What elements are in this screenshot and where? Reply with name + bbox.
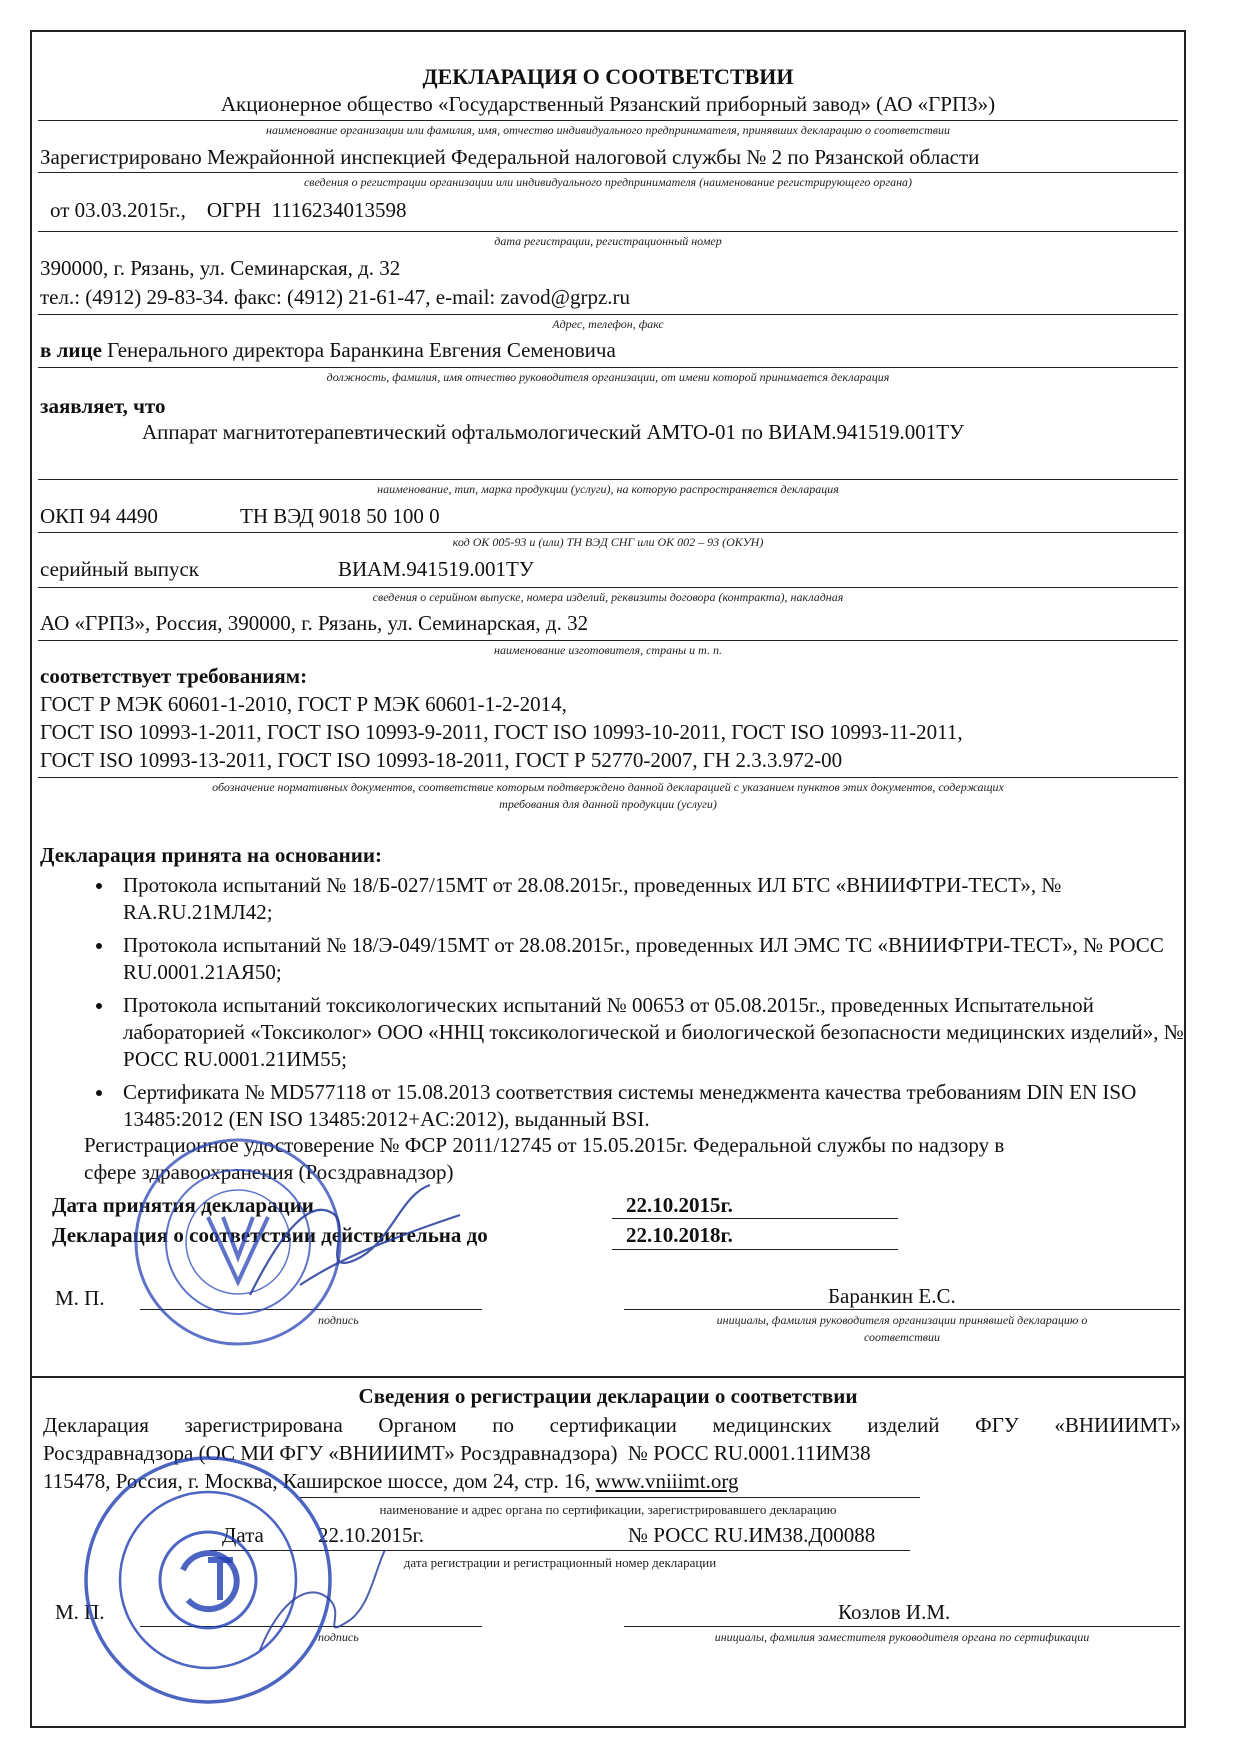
product-caption: наименование, тип, марка продукции (услуги), на которую распространяется декларация [377,482,839,496]
contacts-line: тел.: (4912) 29-83-34. факс: (4912) 21-61-47, e-mail: zavod@grpz.ru [40,285,631,309]
mp-label: М. П. [55,1286,105,1310]
divider [38,640,1178,641]
reg-section-title: Сведения о регистрации декларации о соответствии [358,1384,858,1408]
reg-number-caption: дата регистрации и регистрационный номер декларации [403,1555,717,1570]
complies-label: соответствует требованиям: [40,664,308,688]
signature-caption: подпись [318,1630,359,1644]
divider [38,120,1178,121]
signature-scribble [240,1175,470,1305]
reg-date-label: Дата [222,1523,264,1547]
standards-line: ГОСТ ISO 10993-1-2011, ГОСТ ISO 10993-9-2011, ГОСТ ISO 10993-10-2011, ГОСТ ISO 10993-11-2011, [40,720,963,744]
divider [38,532,1178,533]
reg-certificate-line: сфере здравоохранения (Росздравнадзор) [84,1160,454,1184]
signer-line [624,1309,1180,1310]
manufacturer: АО «ГРПЗ», Россия, 390000, г. Рязань, ул. Семинарская, д. 32 [40,611,589,635]
standards-line: ГОСТ Р МЭК 60601-1-2010, ГОСТ Р МЭК 60601-1-2-2014, [40,692,567,716]
product-name: Аппарат магнитотерапевтический офтальмологический АМТО-01 по ВИАМ.941519.001ТУ [142,420,965,444]
tnved-code: ТН ВЭД 9018 50 100 0 [240,504,440,528]
valid-until-date: 22.10.2018г. [626,1223,733,1247]
address-line: 390000, г. Рязань, ул. Семинарская, д. 32 [40,256,401,280]
serial-caption: сведения о серийном выпуске, номера изделий, реквизиты договора (контракта), накладная [372,590,844,604]
underline [612,1218,898,1219]
basis-label: Декларация принята на основании: [40,843,382,867]
represented-by: Генерального директора Баранкина Евгения Семеновича [107,338,616,362]
vniiimt-link[interactable]: www.vniiimt.org [595,1469,739,1493]
basis-item: • Протокола испытаний № 18/Э-049/15МТ от 28.08.2015г., проведенных ИЛ ЭМС ТС «ВНИИФТРИ-ТЕСТ», № РОСС RU.0001.21АЯ50; [115,932,1215,986]
reg-date-value: 22.10.2015г. [318,1523,424,1547]
adoption-date: 22.10.2015г. [626,1193,733,1217]
serial-label: серийный выпуск [40,557,199,581]
reg-number: № РОСС RU.ИМ38.Д00088 [628,1523,876,1547]
represented-row [40,338,616,363]
adoption-date-label: Дата принятия декларации [52,1193,314,1217]
address-caption: Адрес, телефон, факс [552,317,664,331]
declares-label: заявляет, что [40,394,166,418]
divider [38,587,1178,588]
signature-scribble [250,1540,390,1660]
basis-list [75,872,1215,1139]
signer-caption: инициалы, фамилия руководителя организации принявшей декларацию о [716,1313,1088,1327]
registration-text: Зарегистрировано Межрайонной инспекцией Федеральной налоговой службы № 2 по Рязанской области [40,145,980,169]
basis-item: • Сертификата № MD577118 от 15.08.2013 соответствия системы менеджмента качества требованиям DIN EN ISO 13485:2012 (EN ISO 13485:2012+AC:2012), выданный BSI. [115,1079,1215,1133]
certifier-line [624,1626,1180,1627]
valid-until-label: Декларация о соответствии действительна до [52,1223,488,1247]
divider [38,367,1178,368]
signature-caption: подпись [318,1313,359,1327]
certifier-caption: инициалы, фамилия заместителя руководителя органа по сертификации [714,1630,1090,1644]
registration-caption: сведения о регистрации организации или индивидуального предпринимателя (наименование регистрирующего органа) [303,175,913,189]
signer-name: Баранкин Е.С. [828,1284,956,1308]
reg-certificate-line: Регистрационное удостоверение № ФСР 2011/12745 от 15.05.2015г. Федеральной службы по надзору в [84,1133,1005,1157]
represented-caption: должность, фамилия, имя отчество руководителя организации, от имени которой принимается декларация [326,370,890,384]
basis-item: • Протокола испытаний № 18/Б-027/15МТ от 28.08.2015г., проведенных ИЛ БТС «ВНИИФТРИ-ТЕСТ», № RA.RU.21МЛ42; [115,872,1215,926]
standards-caption: требования для данной продукции (услуги) [499,797,717,811]
reg-body-line: 115478, Россия, г. Москва, Каширское шоссе, дом 24, стр. 16, [43,1469,591,1493]
document-title: ДЕКЛАРАЦИЯ О СООТВЕТСТВИИ [422,64,794,89]
serial-value: ВИАМ.941519.001ТУ [338,557,534,581]
reg-body-caption: наименование и адрес органа по сертификации, зарегистрировавшего декларацию [379,1502,837,1517]
basis-item: • Протокола испытаний токсикологических испытаний № 00653 от 05.08.2015г., проведенных Испытательной лабораторией «Токсиколог» ООО «ННЦ токсикологической и биологической безопасности медицинских изделий», № РОСС RU.0001.21ИМ55; [115,992,1215,1073]
divider [38,777,1178,778]
section-divider [30,1376,1186,1378]
reg-body-line: Декларация зарегистрирована Органом по сертификации медицинских изделий ФГУ «ВНИИИМТ» [43,1413,1181,1437]
divider [38,172,1178,173]
manufacturer-caption: наименование изготовителя, страны и т. п. [494,643,722,657]
organization-caption: наименование организации или фамилия, имя, отчество индивидуального предпринимателя, принявших декларацию о соответствии [266,123,950,137]
certifier-name: Козлов И.М. [838,1600,951,1624]
registration-date-caption: дата регистрации, регистрационный номер [494,234,722,248]
standards-caption: обозначение нормативных документов, соответствие которым подтверждено данной декларацией с указанием пунктов этих документов, содержащих [212,780,1004,794]
divider [38,314,1178,315]
underline [612,1249,898,1250]
divider [38,479,1178,480]
codes-caption: код ОК 005-93 и (или) ТН ВЭД СНГ или ОК 002 – 93 (ОКУН) [452,535,764,549]
registration-date-number: от 03.03.2015г., ОГРН 1116234013598 [50,198,407,222]
okp-code: ОКП 94 4490 [40,504,158,528]
standards-line: ГОСТ ISO 10993-13-2011, ГОСТ ISO 10993-18-2011, ГОСТ Р 52770-2007, ГН 2.3.3.972-00 [40,748,843,772]
divider [38,231,1178,232]
signer-caption: соответствии [864,1330,940,1344]
reg-body-line: Росздравнадзора (ОС МИ ФГУ «ВНИИИМТ» Росздравнадзора) № РОСС RU.0001.11ИМ38 [43,1441,871,1465]
represented-label: в лице [40,338,102,362]
organization-name: Акционерное общество «Государственный Рязанский приборный завод» (АО «ГРПЗ») [220,92,996,116]
mp-label: М. П. [55,1600,105,1624]
underline [300,1497,920,1498]
